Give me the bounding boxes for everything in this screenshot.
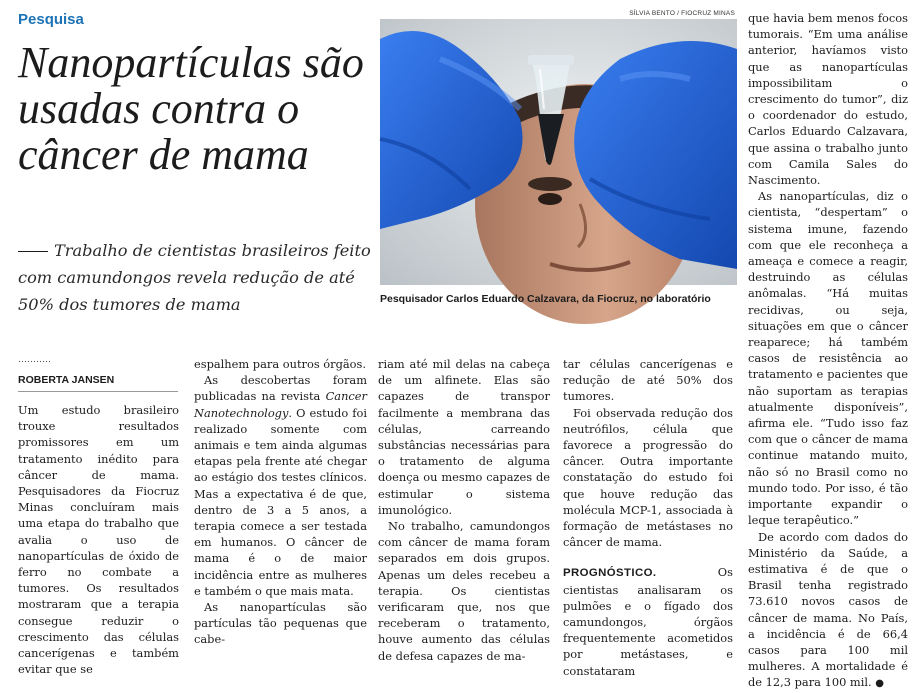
article-column-1 [18, 402, 179, 677]
article-photo [380, 19, 737, 285]
photo-credit: SÍLVIA BENTO / FIOCRUZ MINAS [629, 10, 735, 17]
column-5-paragraph-3 [748, 529, 908, 693]
article-column-5 [748, 10, 908, 690]
column-2-paragraph-1: espalhem para outros órgãos. [194, 357, 366, 371]
journal-name: Cancer Nanotechnology [194, 389, 367, 420]
column-4-paragraph-3 [563, 564, 733, 678]
byline: ROBERTA JANSEN [18, 374, 115, 386]
column-2-text-b: . O estudo foi realizado somente com animais e tem ainda algumas etapas pela frente até chegar ao estágio dos testes clínicos. Mas a expectativa é de que, dentro de 3 a 5 anos, a terapia comece a ser testada em humanos. O câncer de mama é o de maior incidência entre as mulheres e também o que mais mata. [194, 405, 367, 598]
column-5-paragraph-1: que havia bem menos focos tumorais. “Em uma análise anterior, havíamos visto que as nanopartículas impossibilitam o crescimento do tumor”, diz o coordenador do estudo, Carlos Eduardo Calzavara, que assina o trabalho junto com Camila Sales do Nascimento. [748, 11, 908, 188]
subhead [18, 237, 373, 318]
column-2-text-a: As descobertas foram publicadas na revista [194, 373, 367, 404]
column-2-paragraph-3: As nanopartículas são partículas tão pequenas que cabe- [194, 600, 367, 647]
column-4-text: Os cientistas analisaram os pulmões e o fígado dos camundongos, órgãos frequentemente acometidos por metástases, e constataram [563, 565, 733, 678]
rubric-prognostico: PROGNÓSTICO. [563, 567, 657, 580]
byline-rule [18, 391, 178, 392]
column-3-paragraph-2: No trabalho, camundongos com câncer de mama foram separados em dois grupos. Apenas um deles recebeu a terapia. Os cientistas verificaram que, nos que receberam o tratamento, houve aumento das células de defesa capazes de ma- [378, 519, 550, 663]
column-5-text: De acordo com dados do Ministério da Saúde, a estimativa é de que o Brasil tenha registrado 73.610 novos casos de câncer de mama. No País, a incidência é de 66,4 casos para 100 mil mulheres. A mortalidade é de 12,3 para 100 mil. [748, 529, 908, 690]
article-column-2 [194, 356, 367, 647]
photo-illustration [380, 19, 737, 285]
article-column-3 [378, 356, 550, 663]
headline: Nanopartículas são usadas contra o câncer de mama [18, 38, 364, 179]
photo-caption: Pesquisador Carlos Eduardo Calzavara, da Fiocruz, no laboratório [380, 293, 711, 305]
column-4-paragraph-1: tar células cancerígenas e redução de até 50% dos tumores. [563, 357, 733, 404]
column-2-paragraph-2 [194, 372, 367, 599]
subhead-rule [18, 251, 48, 252]
end-mark-icon: ● [875, 678, 885, 690]
subhead-text: Trabalho de cientistas brasileiros feito com camundongos revela redução de até 50% dos tumores de mama [18, 241, 371, 314]
column-4-paragraph-2: Foi observada redução dos neutrófilos, célula que favorece a progressão do câncer. Outra importante constatação do estudo foi que houve redução das molécula MCP-1, associada à formação de metástases no câncer de mama. [563, 405, 733, 550]
byline-dots [18, 360, 50, 363]
column-1-paragraph: Um estudo brasileiro trouxe resultados promissores em um tratamento inédito para câncer de mama. Pesquisadores da Fiocruz Minas concluíram mais uma etapa do trabalho que avalia o uso de nanopartículas de óxido de ferro no combate a tumores. Os resultados mostraram que a terapia consegue reduzir o crescimento das células cancerígenas e também evitar que se [18, 403, 179, 677]
column-5-paragraph-2: As nanopartículas, diz o cientista, “despertam” o sistema imune, fazendo com que ele reconheça a ameaça e comece a reagir, destruindo as células anômalas. “Há muitas recidivas, ou seja, situações em que o câncer reaparece; há também casos de resistência ao tratamento e pacientes que não suportam as terapias atualmente disponíveis”, afirma ele. “Tudo isso faz com que o câncer de mama continue matando muito, não só no Brasil como no mundo todo. Por isso, é tão importante expandir o leque terapêutico.” [748, 189, 908, 528]
section-tag: Pesquisa [18, 11, 84, 28]
column-3-paragraph-1: riam até mil delas na cabeça de um alfinete. Elas são capazes de transpor facilmente a membrana das células, carreando substâncias necessárias para o tratamento de alguma doença ou mesmo capazes de estimular o sistema imunológico. [378, 357, 550, 517]
article-column-4 [563, 356, 733, 678]
